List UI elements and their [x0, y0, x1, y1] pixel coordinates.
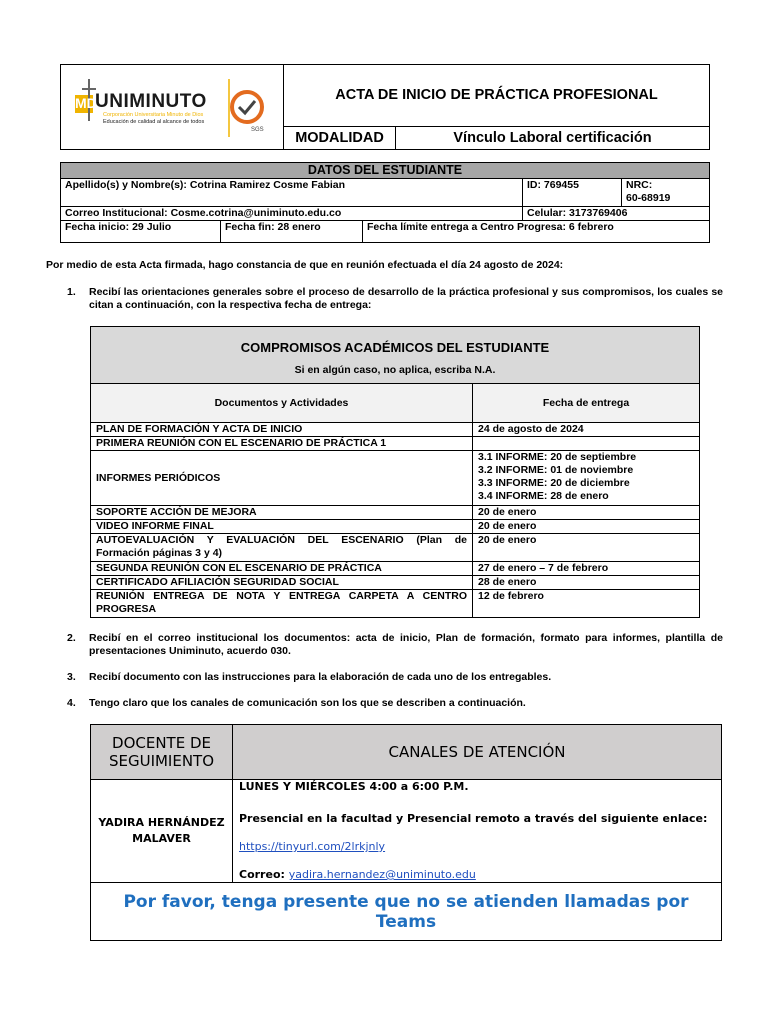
- schedule: LUNES Y MIÉRCOLES 4:00 a 6:00 P.M.: [239, 780, 469, 793]
- table-row: [91, 520, 700, 534]
- item-4: [67, 697, 723, 710]
- item-text: Tengo claro que los canales de comunicación son los que se describen a continuación.: [89, 697, 526, 709]
- item-text: Recibí las orientaciones generales sobre el proceso de desarrollo de la práctica profesional y sus compromisos, los cuales se citan a continuación, con la respectiva fecha de entrega:: [89, 286, 723, 311]
- student-nrc: [622, 179, 710, 207]
- end-date: Fecha fin: 28 enero: [221, 221, 363, 243]
- document-title: ACTA DE INICIO DE PRÁCTICA PROFESIONAL: [284, 65, 710, 127]
- table-row: [91, 590, 700, 618]
- commitments-table: [90, 326, 700, 618]
- modalidad-label: MODALIDAD: [284, 126, 396, 149]
- logo-cell: [61, 65, 284, 150]
- row-date: 20 de enero: [473, 506, 700, 520]
- row-date: 20 de enero: [473, 534, 700, 562]
- channels-header: CANALES DE ATENCIÓN: [233, 725, 722, 780]
- row-doc-line-2: Formación páginas 3 y 4): [96, 547, 223, 559]
- row-doc: PRIMERA REUNIÓN CON EL ESCENARIO DE PRÁCTICA 1: [91, 437, 473, 451]
- col-date-header: Fecha de entrega: [473, 384, 700, 423]
- row-doc: PLAN DE FORMACIÓN Y ACTA DE INICIO: [91, 423, 473, 437]
- report-date-3: 3.3 INFORME: 20 de diciembre: [478, 477, 630, 489]
- item-number: 1.: [67, 286, 76, 298]
- table-row: [91, 437, 700, 451]
- nrc-label: NRC:: [626, 179, 653, 191]
- teacher-name: [91, 780, 233, 883]
- link-row: [239, 840, 715, 854]
- table-row: [91, 423, 700, 437]
- student-phone: Celular: 3173769406: [523, 207, 710, 221]
- table-row: [91, 576, 700, 590]
- item-number: 4.: [67, 697, 76, 709]
- table-row: [91, 506, 700, 520]
- channel-info: [233, 780, 722, 883]
- row-doc-line-2: PROGRESA: [96, 603, 157, 615]
- item-text: Recibí en el correo institucional los documentos: acta de inicio, Plan de formación, formato para informes, plantilla de presentaciones Uniminuto, acuerdo 030.: [89, 632, 723, 657]
- student-data-table: [60, 162, 710, 243]
- row-doc: VIDEO INFORME FINAL: [91, 520, 473, 534]
- report-date-1: 3.1 INFORME: 20 de septiembre: [478, 451, 637, 463]
- student-section-title: DATOS DEL ESTUDIANTE: [61, 163, 710, 179]
- item-3: [67, 671, 723, 684]
- seal-label: SGS: [251, 127, 264, 133]
- nrc-value: 60-68919: [626, 192, 671, 204]
- row-date: 28 de enero: [473, 576, 700, 590]
- item-number: 3.: [67, 671, 76, 683]
- row-doc-line-1: REUNIÓN ENTREGA DE NOTA Y ENTREGA CARPETA A CENTRO: [96, 590, 467, 602]
- teams-notice: Por favor, tenga presente que no se atienden llamadas por Teams: [91, 883, 722, 941]
- intro-paragraph: Por medio de esta Acta firmada, hago constancia de que en reunión efectuada el día 24 agosto de 2024:: [46, 259, 564, 271]
- table-row: [91, 562, 700, 576]
- row-date: 24 de agosto de 2024: [473, 423, 700, 437]
- teacher-email-link[interactable]: yadira.hernandez@uniminuto.edu: [288, 868, 476, 881]
- email-row: [239, 868, 715, 882]
- logo-line-2: Educación de calidad al alcance de todos: [103, 119, 205, 125]
- report-date-4: 3.4 INFORME: 28 de enero: [478, 490, 609, 502]
- row-date: [473, 437, 700, 451]
- channels-table: [90, 724, 722, 941]
- teacher-header: DOCENTE DE SEGUIMIENTO: [91, 725, 233, 780]
- row-doc: [91, 534, 473, 562]
- row-dates: [473, 451, 700, 506]
- table-row: [91, 451, 700, 506]
- tinyurl-link[interactable]: https://tinyurl.com/2lrkjnly: [239, 840, 386, 853]
- commitments-subtitle: Si en algún caso, no aplica, escriba N.A.: [294, 364, 496, 376]
- logo-name: UNIMINUTO: [95, 91, 207, 112]
- item-text: Recibí documento con las instrucciones para la elaboración de cada uno de los entregables.: [89, 671, 552, 683]
- item-number: 2.: [67, 632, 76, 644]
- student-id: ID: 769455: [523, 179, 622, 207]
- row-doc: CERTIFICADO AFILIACIÓN SEGURIDAD SOCIAL: [91, 576, 473, 590]
- teacher-name-line-2: MALAVER: [132, 832, 191, 845]
- email-label: Correo:: [239, 868, 285, 881]
- teacher-name-line-1: YADIRA HERNÁNDEZ: [98, 816, 225, 829]
- logo-line-1: Corporación Universitaria Minuto de Dios: [103, 112, 204, 118]
- row-doc-line-1: AUTOEVALUACIÓN Y EVALUACIÓN DEL ESCENARIO (Plan de: [96, 534, 467, 546]
- row-date: 27 de enero – 7 de febrero: [473, 562, 700, 576]
- deadline: Fecha límite entrega a Centro Progresa: 6 febrero: [363, 221, 710, 243]
- col-docs-header: Documentos y Actividades: [91, 384, 473, 423]
- commitments-title: COMPROMISOS ACADÉMICOS DEL ESTUDIANTE: [240, 340, 550, 355]
- table-row: [91, 534, 700, 562]
- row-doc: SOPORTE ACCIÓN DE MEJORA: [91, 506, 473, 520]
- student-name: Apellido(s) y Nombre(s): Cotrina Ramirez Cosme Fabian: [61, 179, 523, 207]
- logo-mark: MD: [75, 95, 97, 111]
- commitments-header: [91, 327, 700, 384]
- mode: Presencial en la facultad y Presencial remoto a través del siguiente enlace:: [239, 812, 708, 825]
- item-2: [67, 632, 723, 658]
- modalidad-value: Vínculo Laboral certificación: [396, 126, 710, 149]
- header-table: [60, 64, 710, 150]
- student-email: Correo Institucional: Cosme.cotrina@uniminuto.edu.co: [61, 207, 523, 221]
- item-1: [67, 286, 723, 312]
- row-date: 12 de febrero: [473, 590, 700, 618]
- row-doc: [91, 590, 473, 618]
- start-date: Fecha inicio: 29 Julio: [61, 221, 221, 243]
- row-date: 20 de enero: [473, 520, 700, 534]
- row-doc: SEGUNDA REUNIÓN CON EL ESCENARIO DE PRÁCTICA: [91, 562, 473, 576]
- row-doc: INFORMES PERIÓDICOS: [91, 451, 473, 506]
- report-date-2: 3.2 INFORME: 01 de noviembre: [478, 464, 634, 476]
